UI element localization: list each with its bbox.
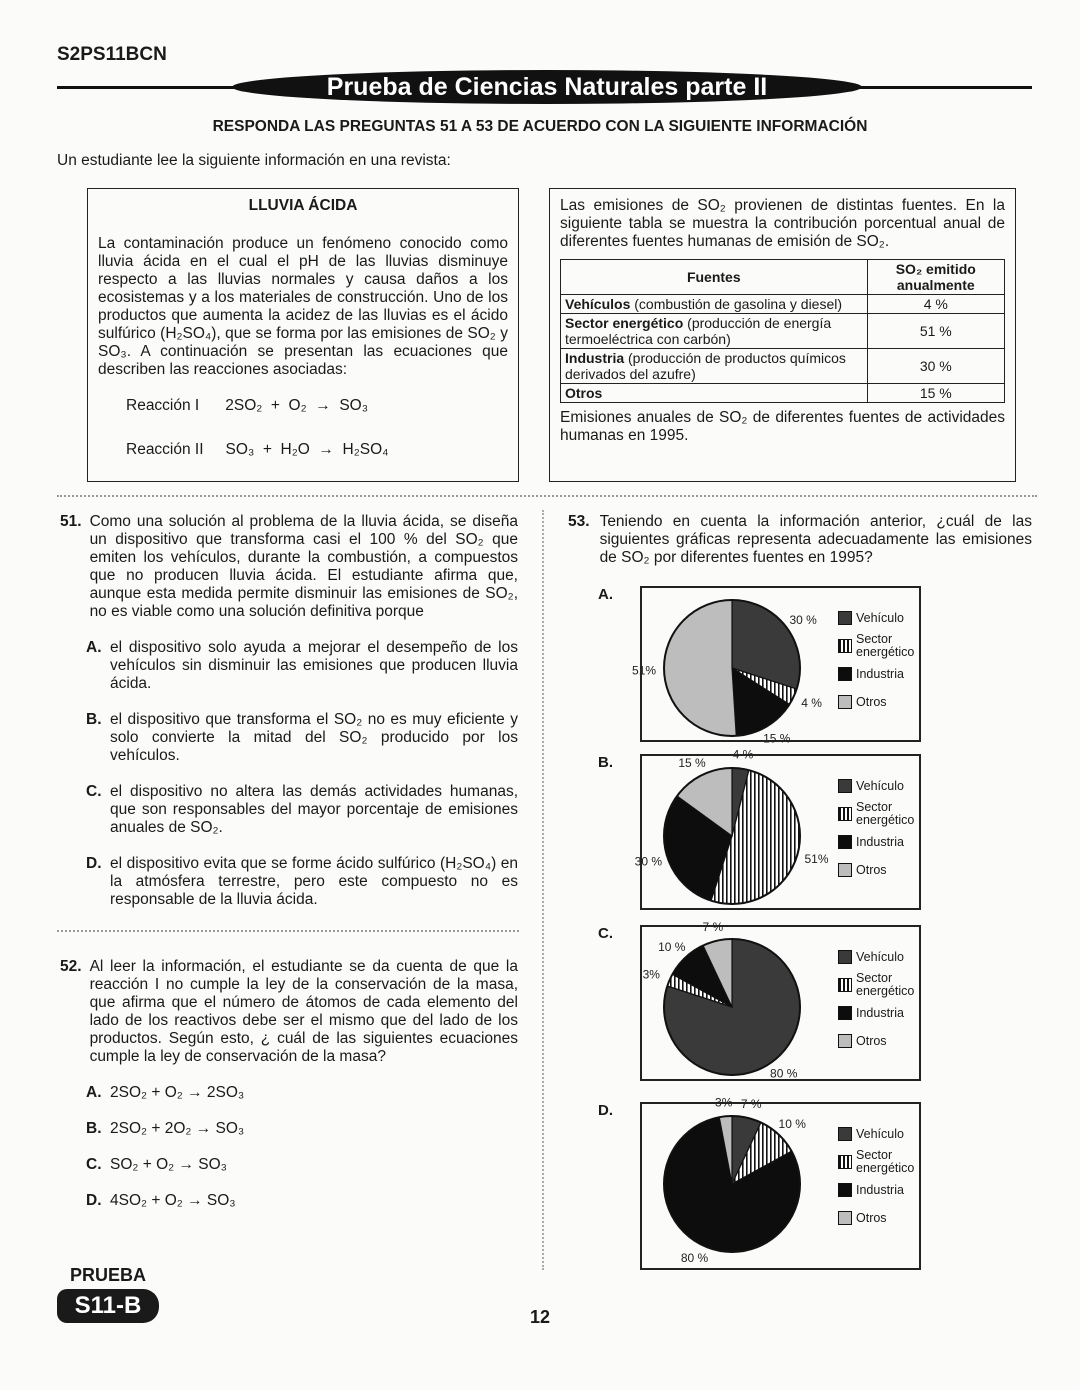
chart-option-label[interactable]: D. xyxy=(598,1102,613,1119)
reaction-equation: 2SO₂ + O₂ → SO₃ xyxy=(225,397,369,414)
option-text: el dispositivo solo ayuda a mejorar el desempeño de los vehículos sin disminuir las emisiones que producen lluvia ácida. xyxy=(110,639,518,692)
legend-item xyxy=(838,688,918,716)
legend-swatch-icon xyxy=(838,1034,852,1048)
pie-chart-option[interactable] xyxy=(640,1095,921,1270)
legend-swatch-icon xyxy=(838,1155,852,1169)
question-number: 51. xyxy=(60,513,82,530)
pie-chart-option[interactable] xyxy=(640,919,921,1081)
legend-label: Industria xyxy=(856,666,904,681)
legend-item xyxy=(838,971,918,999)
slice-label: 15 % xyxy=(763,731,791,746)
chart-legend xyxy=(838,1120,918,1232)
slice-label: 30 % xyxy=(634,854,662,869)
question-divider xyxy=(57,930,519,932)
legend-swatch-icon xyxy=(838,1211,852,1225)
slice-label: 10 % xyxy=(778,1117,806,1132)
legend-item xyxy=(838,999,918,1027)
option-text: el dispositivo que transforma el SO₂ no es muy eficiente y solo convierte la mitad del SO₂ producido por los vehículos. xyxy=(110,711,518,764)
test-badge: S11-B xyxy=(57,1289,159,1323)
question-text: Como una solución al problema de la lluvia ácida, se diseña un dispositivo que transforma casi el 100 % del SO₂ que emiten los vehículos, durante la combustión, a compuestos que no producen lluvia ácida. El estudiante afirma que, aunque esta medida permite disminuir las emisiones de SO₂, no es viable como una solución definitiva porque xyxy=(89,513,518,620)
legend-label: Vehículo xyxy=(856,1126,904,1141)
question-51 xyxy=(60,513,518,909)
slice-label: 80 % xyxy=(770,1066,798,1081)
legend-item xyxy=(838,1176,918,1204)
answer-option[interactable] xyxy=(86,1120,518,1138)
slice-label: 10 % xyxy=(658,940,686,955)
legend-label: Sector energético xyxy=(856,632,915,659)
table-row: Otros 15 % xyxy=(561,384,1005,403)
question-52 xyxy=(60,958,518,1210)
legend-swatch-icon xyxy=(838,807,852,821)
legend-label: Industria xyxy=(856,834,904,849)
legend-item xyxy=(838,800,918,828)
reaction-1 xyxy=(126,397,508,415)
answer-option[interactable] xyxy=(86,1156,518,1174)
legend-label: Vehículo xyxy=(856,778,904,793)
slice-label: 51% xyxy=(632,663,657,678)
pie-slice-otros xyxy=(664,600,736,736)
legend-swatch-icon xyxy=(838,1006,852,1020)
option-letter: D. xyxy=(86,855,102,872)
legend-label: Vehículo xyxy=(856,610,904,625)
legend-swatch-icon xyxy=(838,779,852,793)
col-header: Fuentes xyxy=(561,260,868,295)
legend-label: Industria xyxy=(856,1005,904,1020)
option-letter: B. xyxy=(86,711,102,728)
column-divider xyxy=(542,510,544,1270)
legend-item xyxy=(838,828,918,856)
question-number: 53. xyxy=(568,513,590,530)
chart-legend xyxy=(838,772,918,884)
reaction-2 xyxy=(126,441,508,459)
box-title: LLUVIA ÁCIDA xyxy=(248,197,358,214)
prueba-label: PRUEBA xyxy=(70,1265,147,1285)
pie-chart-option[interactable] xyxy=(634,747,921,910)
option-text: el dispositivo evita que se forme ácido sulfúrico (H₂SO₄) en la atmósfera terrestre, pero este compuesto no es responsable de la lluvia ácida. xyxy=(110,855,518,908)
slice-label: 4 % xyxy=(801,695,822,710)
option-letter: B. xyxy=(86,1120,102,1137)
legend-label: Otros xyxy=(856,862,887,877)
instructions: RESPONDA LAS PREGUNTAS 51 A 53 DE ACUERDO CON LA SIGUIENTE INFORMACIÓN xyxy=(212,118,868,135)
answer-option[interactable] xyxy=(86,855,518,909)
legend-item xyxy=(838,1204,918,1232)
exam-title-banner: Prueba de Ciencias Naturales parte II xyxy=(232,70,862,104)
legend-swatch-icon xyxy=(838,695,852,709)
legend-label: Vehículo xyxy=(856,949,904,964)
answer-option[interactable] xyxy=(86,1084,518,1102)
emissions-text: Las emisiones de SO₂ provienen de distintas fuentes. En la siguiente tabla se muestra la contribución porcentual anual de diferentes fuentes humanas de emisión de SO₂. xyxy=(560,197,1005,250)
legend-label: Industria xyxy=(856,1182,904,1197)
legend-label: Sector energético xyxy=(856,800,915,827)
option-letter: A. xyxy=(86,1084,102,1101)
reaction-label: Reacción II xyxy=(126,441,204,458)
legend-swatch-icon xyxy=(838,978,852,992)
legend-swatch-icon xyxy=(838,835,852,849)
chart-option-label[interactable]: A. xyxy=(598,586,613,603)
legend-swatch-icon xyxy=(838,863,852,877)
chart-legend xyxy=(838,943,918,1055)
slice-label: 30 % xyxy=(789,612,817,627)
table-row: Vehículos (combustión de gasolina y diesel) 4 % xyxy=(561,295,1005,314)
exam-code: S2PS11BCN xyxy=(57,44,167,65)
page-number: 12 xyxy=(530,1307,551,1327)
option-text: 2SO₂ + O₂ → 2SO₃ xyxy=(110,1084,245,1101)
question-text: Al leer la información, el estudiante se da cuenta de que la reacción I no cumple la ley de la conservación de la masa, que afirma que el número de átomos de cada elemento del lado de los reactivos debe ser el mismo que del lado de los productos. Según esto, ¿ cuál de las siguientes ecuaciones cumple la ley de conservación de la masa? xyxy=(89,958,518,1065)
emissions-table xyxy=(560,259,1005,403)
legend-swatch-icon xyxy=(838,950,852,964)
option-letter: C. xyxy=(86,1156,102,1173)
option-letter: C. xyxy=(86,783,102,800)
legend-swatch-icon xyxy=(838,611,852,625)
chart-option-label[interactable]: B. xyxy=(598,754,613,771)
slice-label: 51% xyxy=(804,851,829,866)
legend-item xyxy=(838,604,918,632)
legend-label: Otros xyxy=(856,1210,887,1225)
option-letter: A. xyxy=(86,639,102,656)
reaction-equation: SO₃ + H₂O → H₂SO₄ xyxy=(225,441,389,458)
section-divider xyxy=(57,495,1037,497)
legend-swatch-icon xyxy=(838,667,852,681)
table-caption: Emisiones anuales de SO₂ de diferentes fuentes de actividades humanas en 1995. xyxy=(560,409,1005,444)
question-text: Teniendo en cuenta la información anterior, ¿cuál de las siguientes gráficas representa adecuadamente las emisiones de SO₂ por diferentes fuentes en 1995? xyxy=(599,513,1032,566)
answer-option[interactable] xyxy=(86,711,518,765)
legend-item xyxy=(838,943,918,971)
option-text: el dispositivo no altera las demás actividades humanas, que son responsables del mayor porcentaje de emisiones anuales de SO₂. xyxy=(110,783,518,836)
table-row: Sector energético (producción de energía termoeléctrica con carbón) 51 % xyxy=(561,314,1005,349)
intro-text: Un estudiante lee la siguiente información en una revista: xyxy=(57,152,451,169)
option-text: SO₂ + O₂ → SO₃ xyxy=(110,1156,227,1173)
legend-item xyxy=(838,660,918,688)
box-text: La contaminación produce un fenómeno conocido como lluvia ácida en el cual el pH de las lluvias disminuye respecto a las lluvias normales y causa daños a los ecosistemas y a los materiales de construcción. Uno de los productos que aumenta la acidez de las lluvias es el ácido sulfúrico (H₂SO₄), que se forma por las emisiones de SO₂ y SO₃. A continuación se presentan las ecuaciones que describen las reacciones asociadas: xyxy=(98,235,508,378)
col-header: SO₂ emitido anualmente xyxy=(867,260,1004,295)
slice-label: 80 % xyxy=(680,1251,709,1266)
legend-item xyxy=(838,1027,918,1055)
legend-item xyxy=(838,772,918,800)
acid-rain-info-box xyxy=(87,188,519,482)
slice-label: 7 % xyxy=(702,919,724,934)
question-number: 52. xyxy=(60,958,82,975)
answer-option[interactable] xyxy=(86,1192,518,1210)
legend-item xyxy=(838,856,918,884)
legend-item xyxy=(838,1120,918,1148)
table-row: Industria (producción de productos químicos derivados del azufre) 30 % xyxy=(561,349,1005,384)
emissions-info-box xyxy=(549,188,1016,482)
legend-swatch-icon xyxy=(838,1183,852,1197)
answer-option[interactable] xyxy=(86,783,518,837)
legend-label: Sector energético xyxy=(856,1148,915,1175)
answer-option[interactable] xyxy=(86,639,518,693)
slice-label: 7 % xyxy=(740,1096,762,1111)
legend-swatch-icon xyxy=(838,639,852,653)
option-letter: D. xyxy=(86,1192,102,1209)
question-53 xyxy=(568,513,1032,567)
legend-item xyxy=(838,632,918,660)
option-text: 2SO₂ + 2O₂ → SO₃ xyxy=(110,1120,245,1137)
chart-legend xyxy=(838,604,918,716)
legend-label: Otros xyxy=(856,1033,887,1048)
chart-option-label[interactable]: C. xyxy=(598,925,613,942)
option-text: 4SO₂ + O₂ → SO₃ xyxy=(110,1192,236,1209)
slice-label: 4 % xyxy=(732,747,754,762)
pie-chart-option[interactable] xyxy=(632,586,921,746)
reaction-label: Reacción I xyxy=(126,397,200,414)
legend-label: Otros xyxy=(856,694,887,709)
legend-label: Sector energético xyxy=(856,971,915,998)
slice-label: 3% xyxy=(715,1095,733,1110)
legend-item xyxy=(838,1148,918,1176)
legend-swatch-icon xyxy=(838,1127,852,1141)
slice-label: 3% xyxy=(642,967,660,982)
slice-label: 15 % xyxy=(678,755,706,770)
